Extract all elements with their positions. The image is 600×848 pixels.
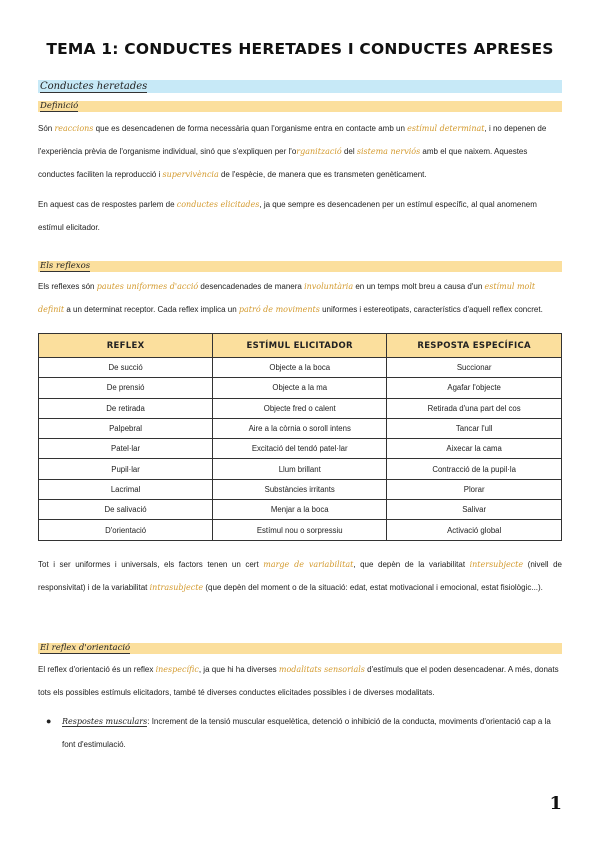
table-cell: Plorar	[387, 479, 562, 499]
text-run: que es desencadenen de forma necessària quan l'organisme entra en contacte amb un	[93, 124, 408, 133]
bullet-term: Respostes musculars	[62, 717, 148, 726]
table-cell: De prensió	[39, 378, 213, 398]
table-cell: Objecte a la ma	[213, 378, 387, 398]
text-run: Els reflexes són	[38, 282, 97, 291]
subheading-reflex-orientacio	[38, 643, 562, 654]
table-cell: Patel·lar	[39, 439, 213, 459]
subheading-label: Definició	[40, 101, 79, 111]
table-row	[39, 439, 562, 459]
text-run: del	[341, 147, 357, 156]
table-cell: Objecte a la boca	[213, 358, 387, 378]
highlight-term: reaccions	[54, 124, 94, 133]
highlight-term: intrasubjecte	[149, 583, 204, 592]
table-row	[39, 459, 562, 479]
table-header-row	[39, 334, 562, 358]
table-header-cell: RESPOSTA ESPECÍFICA	[387, 334, 562, 358]
highlight-term: conductes elicitades	[176, 200, 260, 209]
subheading-label: El reflex d'orientació	[40, 643, 131, 653]
text-run: , ja que hi ha diverses	[198, 665, 279, 674]
subheading-definicio	[38, 101, 562, 112]
highlight-term: inespecífic	[155, 665, 199, 674]
text-run: En aquest cas de respostes parlem de	[38, 200, 177, 209]
list-item	[46, 710, 562, 756]
text-run: en un temps molt breu a causa d'un	[353, 282, 485, 291]
highlight-term: modalitats sensorials	[278, 665, 365, 674]
table-cell: De salivació	[39, 500, 213, 520]
table-cell: Agafar l'objecte	[387, 378, 562, 398]
text-run: El reflex d'orientació és un reflex	[38, 665, 156, 674]
text-run: d'estímuls que el poden desencadenar. A més, donats tots els possibles estímuls elicitadors, també té diverses conductes elicitades possibles i de diverses modalitats.	[38, 665, 559, 697]
text-run: Tot i ser uniformes i universals, els factors tenen un cert	[38, 560, 264, 569]
table-cell: Llum brillant	[213, 459, 387, 479]
section-heading-label: Conductes heretades	[40, 81, 148, 92]
text-run: uniformes i estereotipats, característics d'aquell reflex concret.	[319, 305, 543, 314]
table-cell: Salivar	[387, 500, 562, 520]
table-header-cell: REFLEX	[39, 334, 213, 358]
text-run: de l'espècie, de manera que es transmeten genèticament.	[218, 170, 427, 179]
highlight-term: sistema nerviós	[356, 147, 421, 156]
highlight-term: pautes uniformes d'acció	[96, 282, 199, 291]
table-cell: Activació global	[387, 520, 562, 540]
table-cell: De succió	[39, 358, 213, 378]
table-row	[39, 479, 562, 499]
text-run: , que depèn de la variabilitat	[353, 560, 470, 569]
table-cell: Aire a la còrnia o soroll intens	[213, 418, 387, 438]
table-cell: Aixecar la cama	[387, 439, 562, 459]
table-cell: Contracció de la pupil·la	[387, 459, 562, 479]
orientacio-paragraph	[38, 658, 562, 704]
table-header-cell: ESTÍMUL ELICITADOR	[213, 334, 387, 358]
subheading-label: Els reflexos	[40, 261, 91, 271]
text-run: , i no depenen de l'experiència prèvia de l'organisme individual, sinó que s'expliquen per l'o	[38, 124, 547, 156]
table-cell: Pupil·lar	[39, 459, 213, 479]
highlight-term: patró de moviments	[238, 305, 320, 314]
table-row	[39, 398, 562, 418]
text-run: (que depèn del moment o de la situació: edat, estat motivacional i emocional, estat fisiològic...).	[203, 583, 543, 592]
highlight-term: estímul determinat	[407, 124, 485, 133]
highlight-term: marge de variabilitat	[263, 560, 354, 569]
highlight-term: supervivència	[162, 170, 219, 179]
table-cell: Tancar l'ull	[387, 418, 562, 438]
table-cell: D'orientació	[39, 520, 213, 540]
table-row	[39, 378, 562, 398]
highlight-term: rganització	[296, 147, 342, 156]
text-run: (nivell de responsivitat) i de la variabilitat	[38, 560, 563, 592]
text-run: amb el que naixem. Aquestes conductes faciliten la reproducció i	[38, 147, 528, 179]
table-cell: Estímul nou o sorpressiu	[213, 520, 387, 540]
table-row	[39, 500, 562, 520]
table-cell: De retirada	[39, 398, 213, 418]
table-row	[39, 520, 562, 540]
reflex-table	[38, 333, 562, 541]
bullet-icon: ●	[46, 716, 52, 726]
text-run: a un determinat receptor. Cada reflex implica un	[64, 305, 239, 314]
definicio-paragraph-1	[38, 117, 562, 186]
bullet-text: : Increment de la tensió muscular esquelètica, detenció o inhibició de la conducta, moviments d'orientació cap a la font d'estimulació.	[62, 717, 551, 749]
table-cell: Excitació del tendó patel·lar	[213, 439, 387, 459]
subheading-reflexos	[38, 261, 562, 272]
reflexos-paragraph	[38, 275, 562, 321]
text-run: , ja que sempre es desencadenen per un estímul específic, al qual anomenem estímul elicitador.	[38, 200, 537, 232]
section-heading-conductes-heretades	[38, 80, 562, 93]
table-row	[39, 358, 562, 378]
table-cell: Objecte fred o calent	[213, 398, 387, 418]
table-cell: Palpebral	[39, 418, 213, 438]
table-cell: Succionar	[387, 358, 562, 378]
page-title: TEMA 1: CONDUCTES HERETADES I CONDUCTES APRESES	[46, 40, 554, 58]
table-row	[39, 418, 562, 438]
highlight-term: involuntària	[304, 282, 354, 291]
variability-paragraph	[38, 553, 562, 599]
table-cell: Substàncies irritants	[213, 479, 387, 499]
text-run: Són	[38, 124, 55, 133]
definicio-paragraph-2	[38, 193, 562, 239]
table-cell: Lacrimal	[39, 479, 213, 499]
highlight-term: intersubjecte	[469, 560, 524, 569]
table-cell: Retirada d'una part del cos	[387, 398, 562, 418]
page-number: 1	[549, 793, 562, 814]
text-run: desencadenades de manera	[198, 282, 305, 291]
table-cell: Menjar a la boca	[213, 500, 387, 520]
highlight-term: estímul molt definit	[38, 282, 536, 314]
